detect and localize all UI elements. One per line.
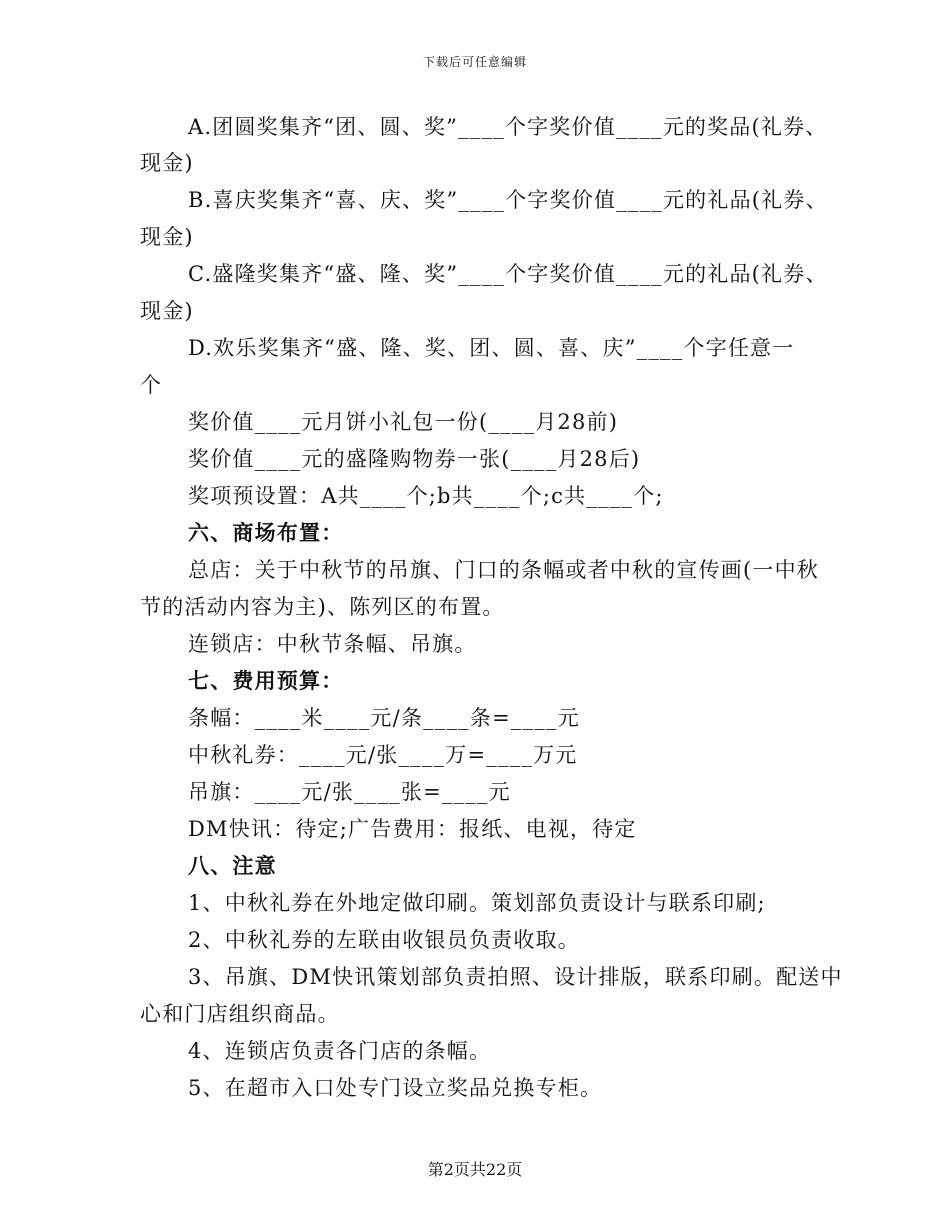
award-c-continuation: 现金): [140, 299, 194, 323]
note-1: 1、中秋礼券在外地定做印刷。策划部负责设计与联系印刷;: [188, 891, 766, 915]
award-c-line: C.盛隆奖集齐“盛、隆、奖”____个字奖价值____元的礼品(礼券、: [188, 262, 828, 286]
note-5: 5、在超市入口处专门设立奖品兑换专柜。: [188, 1076, 603, 1100]
main-store-continuation: 节的活动内容为主)、陈列区的布置。: [140, 595, 505, 619]
note-3-continuation: 心和门店组织商品。: [140, 1002, 340, 1026]
section-6-heading: 六、商场布置：: [188, 520, 344, 545]
page-header: 下载后可任意编辑: [422, 55, 527, 69]
page-footer: 第2页共22页: [427, 1160, 523, 1179]
section-8-heading: 八、注意: [188, 853, 277, 878]
budget-voucher-line: 中秋礼券：____元/张____万=____万元: [188, 743, 578, 767]
award-a-line: A.团圆奖集齐“团、圆、奖”____个字奖价值____元的奖品(礼券、: [188, 115, 828, 139]
budget-flag-line: 吊旗：____元/张____张=____元: [188, 780, 511, 804]
award-a-continuation: 现金): [140, 151, 194, 175]
note-3: 3、吊旗、DM快讯策划部负责拍照、设计排版，联系印刷。配送中: [188, 965, 843, 989]
note-2: 2、中秋礼券的左联由收银员负责收取。: [188, 928, 580, 952]
award-b-line: B.喜庆奖集齐“喜、庆、奖”____个字奖价值____元的礼品(礼券、: [188, 188, 828, 212]
chain-store-line: 连锁店：中秋节条幅、吊旗。: [188, 632, 477, 656]
prize-quota-line: 奖项预设置：A共____个;b共____个;c共____个;: [188, 484, 664, 508]
budget-dm-line: DM快讯：待定;广告费用：报纸、电视，待定: [188, 817, 637, 841]
award-d-continuation: 个: [140, 373, 163, 397]
award-d-line: D.欢乐奖集齐“盛、隆、奖、团、圆、喜、庆”____个字任意一: [188, 336, 795, 360]
prize-mooncake-line: 奖价值____元月饼小礼包一份(____月28前): [188, 410, 619, 434]
section-7-heading: 七、费用预算：: [188, 668, 344, 693]
budget-banner-line: 条幅：____米____元/条____条=____元: [188, 706, 580, 730]
award-b-continuation: 现金): [140, 225, 194, 249]
prize-voucher-line: 奖价值____元的盛隆购物券一张(____月28后): [188, 447, 641, 471]
main-store-line: 总店：关于中秋节的吊旗、门口的条幅或者中秋的宣传画(一中秋: [188, 558, 819, 582]
note-4: 4、连锁店负责各门店的条幅。: [188, 1039, 492, 1063]
